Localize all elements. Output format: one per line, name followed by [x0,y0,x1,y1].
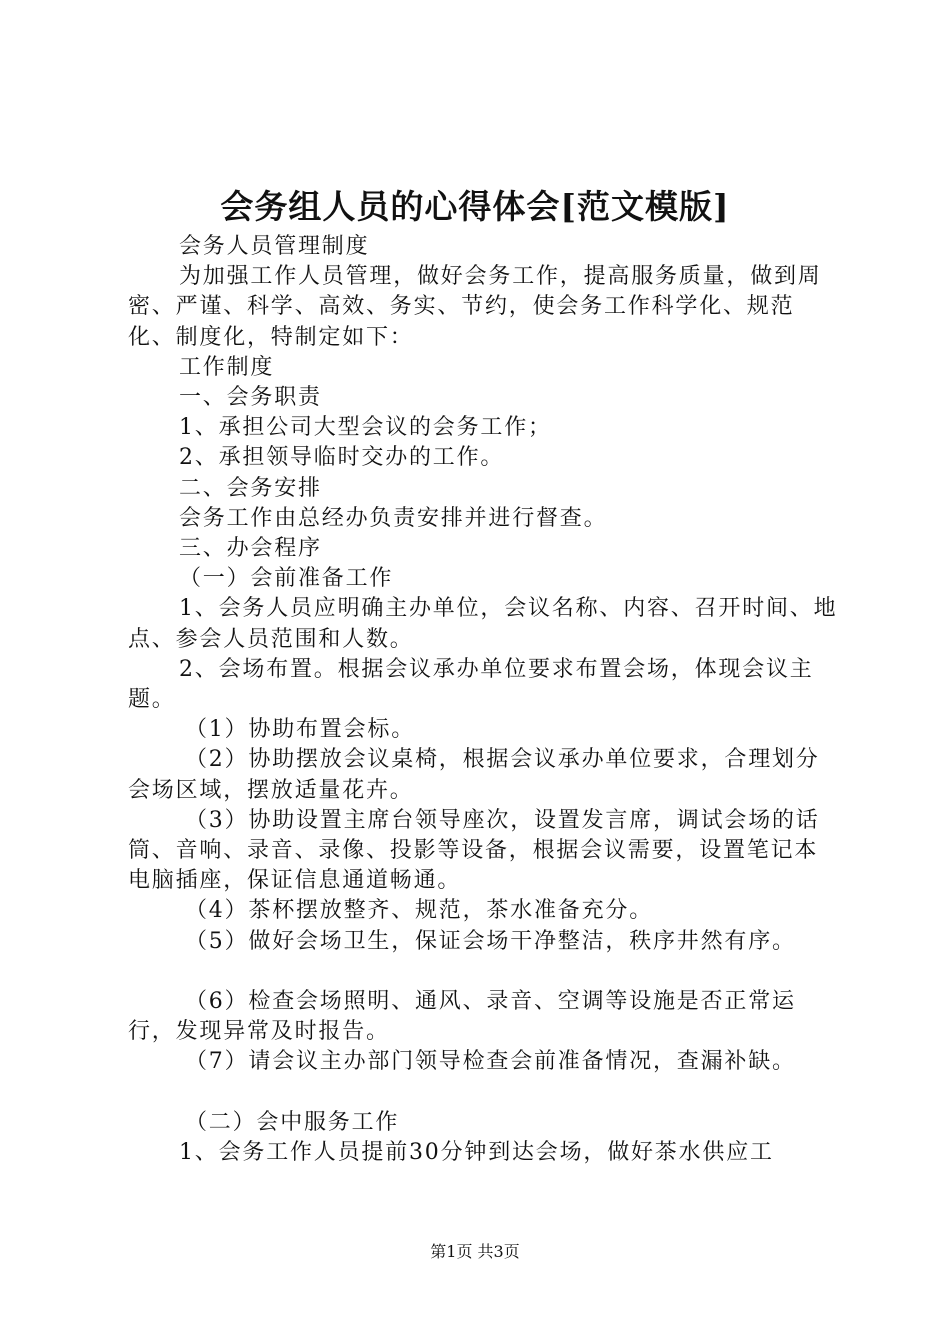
paragraph: （3）协助设置主席台领导座次，设置发言席，调试会场的话筒、音响、录音、录像、投影等设备，根据会议需要，设置笔记本电脑插座，保证信息通道畅通。 [128,807,820,894]
paragraph: （4）茶杯摆放整齐、规范，茶水准备充分。 [185,898,653,924]
paragraph: 1、承担公司大型会议的会务工作； [179,415,552,441]
paragraph: （二）会中服务工作 [185,1109,400,1135]
paragraph: 工作制度 [179,354,275,380]
paragraph: （6）检查会场照明、通风、录音、空调等设施是否正常运行，发现异常及时报告。 [128,989,796,1045]
paragraph: 2、承担领导临时交办的工作。 [179,445,505,471]
paragraph: 一、会务职责 [179,385,322,411]
paragraph: 会务工作由总经办负责安排并进行督查。 [179,505,608,531]
paragraph: （2）协助摆放会议桌椅，根据会议承办单位要求，合理划分会场区域，摆放适量花卉。 [128,747,820,803]
paragraph: 1、会务工作人员提前30分钟到达会场，做好茶水供应工 [179,1140,774,1166]
blank-line [128,1078,840,1108]
paragraph: 三、办会程序 [179,536,322,562]
paragraph: 会务人员管理制度 [179,234,370,259]
paragraph: （7）请会议主办部门领导检查会前准备情况，查漏补缺。 [185,1049,796,1075]
paragraph: 二、会务安排 [179,475,322,501]
paragraph: （一）会前准备工作 [179,566,394,592]
paragraph: 2、会场布置。根据会议承办单位要求布置会场，体现会议主题。 [128,656,814,713]
document-body [128,232,840,1168]
paragraph: （1）协助布置会标。 [185,717,415,743]
blank-line [128,957,840,987]
paragraph: 1、会务人员应明确主办单位，会议名称、内容、召开时间、地点、参会人员范围和人数。 [128,596,838,652]
document-title: 会务组人员的心得体会[范文模版] [220,187,730,226]
paragraph: （5）做好会场卫生，保证会场干净整洁，秩序井然有序。 [185,928,796,954]
page-footer: 第1页 共3页 [430,1242,520,1261]
paragraph: 为加强工作人员管理，做好会务工作，提高服务质量，做到周密、严谨、科学、高效、务实、节约，使会务工作科学化、规范化、制度化，特制定如下： [128,264,822,350]
